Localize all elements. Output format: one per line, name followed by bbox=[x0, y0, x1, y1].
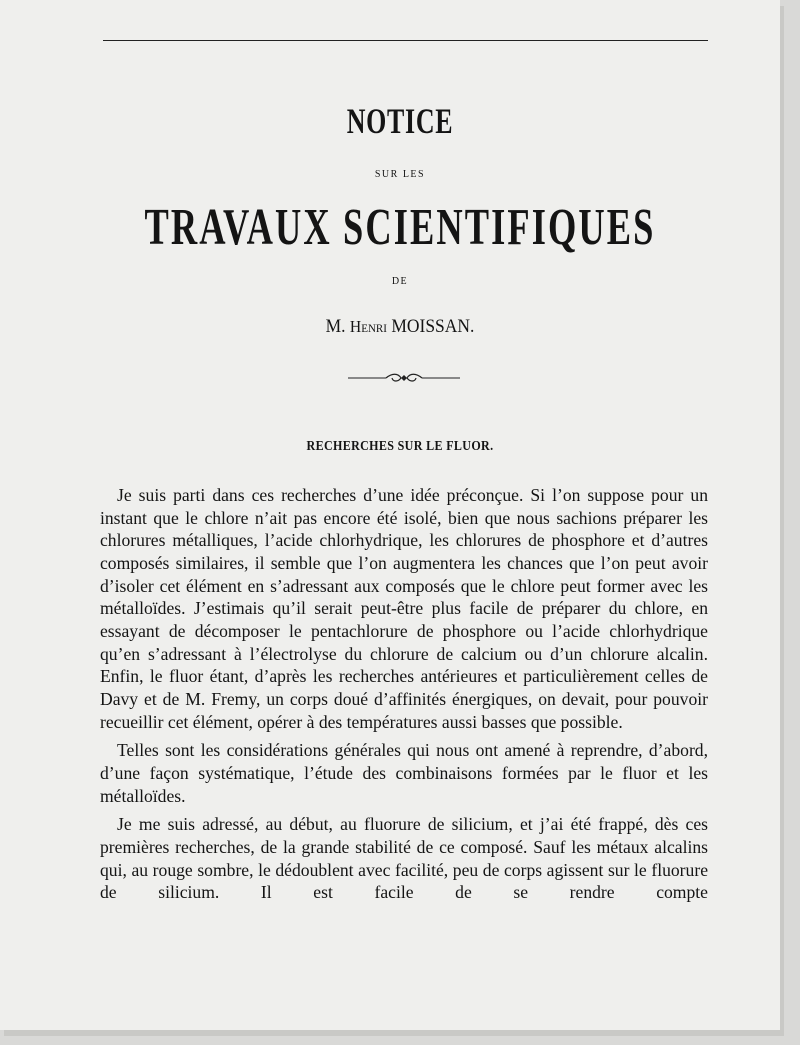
ornamental-divider-icon bbox=[348, 371, 460, 385]
author-line bbox=[32, 317, 768, 336]
paragraph-1: Je suis parti dans ces recherches d’une idée préconçue. Si l’on suppose pour un instant que le chlore n’ait pas encore été isolé, bien que nous sachions préparer les chlorures métalliques, l’acide chlorhydrique, les chlorures de phosphore et d’autres composés similaires, il semble que l’on augmentera les chances que l’on peut avoir d’isoler cet élément en s’adressant aux composés que le chlore peut former avec les métalloïdes. J’estimais qu’il serait peut-être plus facile de préparer du chlore, en essayant de décomposer le pentachlorure de phosphore ou l’acide chlorhydrique qu’en s’adressant à l’électrolyse du chlorure de calcium ou d’un chlorure alcalin. Enfin, le fluor étant, d’après les recherches antérieures et particulièrement celles de Davy et de M. Fremy, un corps doué d’affinités énergiques, on devait, pour pouvoir recueillir cet élément, opérer à des températures aussi basses que possible. bbox=[100, 485, 708, 732]
top-rule bbox=[103, 40, 708, 41]
title-notice: NOTICE bbox=[346, 101, 454, 141]
title-connector: SUR LES bbox=[374, 169, 426, 180]
title-travaux-scientifiques: TRAVAUX SCIENTIFIQUES bbox=[144, 199, 656, 256]
paragraph-2: Telles sont les considérations générales qui nous ont amené à reprendre, d’abord, d’une façon systématique, l’étude des combinaisons formées par le fluor et les métalloïdes. bbox=[100, 740, 708, 806]
author-first-name: Henri bbox=[349, 317, 387, 336]
author-last-name: MOISSAN. bbox=[391, 316, 475, 337]
body-text bbox=[100, 484, 708, 904]
section-heading: RECHERCHES SUR LE FLUOR. bbox=[306, 439, 494, 454]
paragraph-3: Je me suis adressé, au début, au fluorure de silicium, et j’ai été frappé, dès ces premières recherches, de la grande stabilité de ce composé. Sauf les métaux alcalins qui, au rouge sombre, le dédoublent avec facilité, peu de corps agissent sur le fluorure de silicium. Il est facile de se rendre compte bbox=[100, 814, 708, 903]
author-prefix: M. bbox=[325, 316, 346, 337]
title-preposition: DE bbox=[391, 276, 409, 287]
